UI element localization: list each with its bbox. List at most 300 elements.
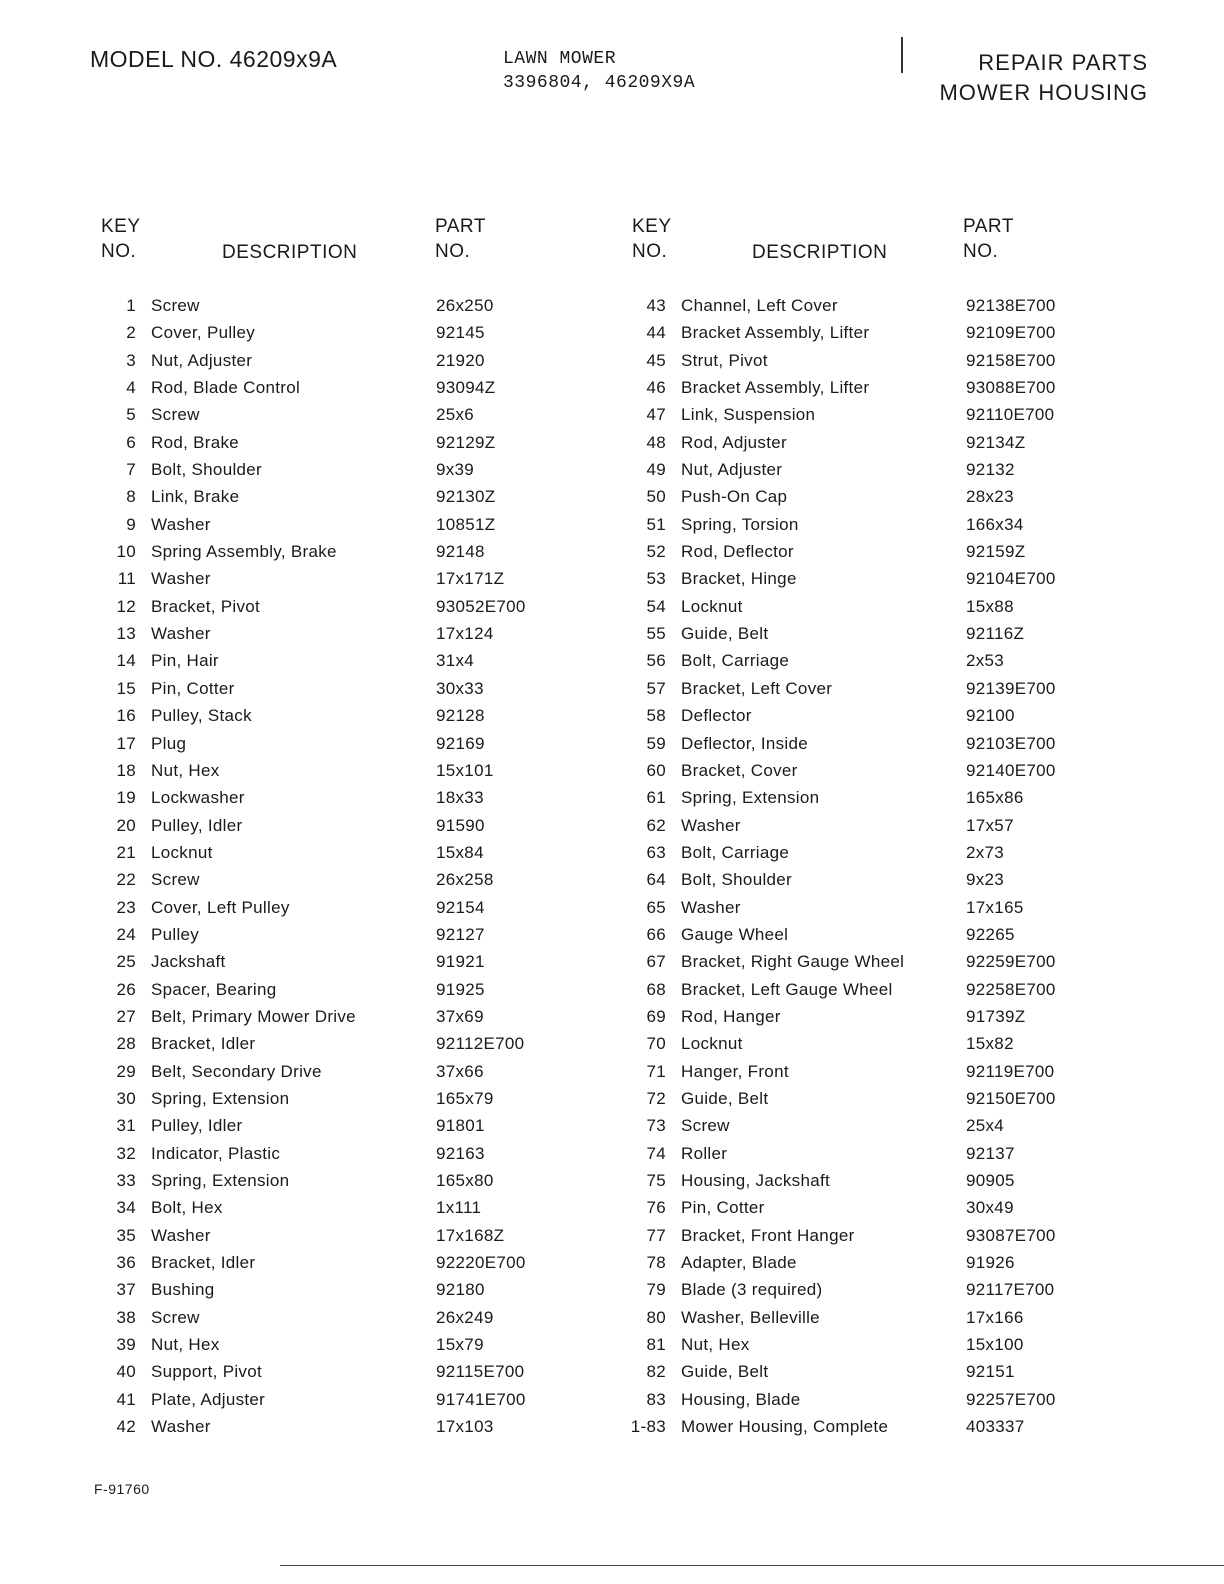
parts-row xyxy=(100,1140,630,1167)
key-number: 37 xyxy=(116,1280,136,1300)
product-codes: 3396804, 46209X9A xyxy=(503,73,696,93)
part-description: Spring, Extension xyxy=(151,1088,290,1108)
part-number: 93094Z xyxy=(436,378,496,398)
part-number: 15x100 xyxy=(966,1335,1024,1355)
part-number: 92128 xyxy=(436,706,485,726)
part-description: Bushing xyxy=(151,1280,215,1300)
part-number: 92163 xyxy=(436,1143,485,1163)
part-number: 92259E700 xyxy=(966,952,1056,972)
parts-row xyxy=(100,948,630,975)
parts-row xyxy=(630,511,1160,538)
parts-row xyxy=(630,429,1160,456)
key-number: 58 xyxy=(646,706,666,726)
part-number: 17x103 xyxy=(436,1417,494,1437)
part-description: Pin, Cotter xyxy=(151,678,235,698)
part-description: Spring Assembly, Brake xyxy=(151,542,337,562)
key-number: 64 xyxy=(646,870,666,890)
part-number: 15x88 xyxy=(966,596,1014,616)
parts-row xyxy=(100,1058,630,1085)
key-number: 20 xyxy=(116,815,136,835)
key-number: 66 xyxy=(646,924,666,944)
key-number: 13 xyxy=(116,624,136,644)
part-number: 91925 xyxy=(436,979,485,999)
model-number: MODEL NO. 46209x9A xyxy=(90,46,338,72)
parts-row xyxy=(630,456,1160,483)
part-number: 25x6 xyxy=(436,405,475,425)
part-description: Rod, Deflector xyxy=(681,542,794,562)
description-header-right: DESCRIPTION xyxy=(752,242,888,263)
parts-row xyxy=(100,483,630,510)
key-number: 9 xyxy=(126,514,136,534)
parts-row xyxy=(100,730,630,757)
part-description: Washer xyxy=(681,815,741,835)
parts-row xyxy=(100,1003,630,1030)
part-description: Bracket Assembly, Lifter xyxy=(681,378,870,398)
part-number: 91741E700 xyxy=(436,1389,526,1409)
part-description: Strut, Pivot xyxy=(681,350,768,370)
part-number: 166x34 xyxy=(966,514,1024,534)
key-number: 23 xyxy=(116,897,136,917)
part-description: Rod, Adjuster xyxy=(681,432,787,452)
key-number: 35 xyxy=(116,1225,136,1245)
key-number: 74 xyxy=(646,1143,666,1163)
parts-row xyxy=(100,401,630,428)
part-description: Nut, Adjuster xyxy=(681,460,783,480)
parts-row xyxy=(100,1386,630,1413)
key-number: 45 xyxy=(646,350,666,370)
key-number: 51 xyxy=(646,514,666,534)
key-number: 28 xyxy=(116,1034,136,1054)
part-number: 26x250 xyxy=(436,296,494,315)
part-description: Bracket, Hinge xyxy=(681,569,797,589)
part-header-line2: NO. xyxy=(435,241,471,262)
part-number: 92148 xyxy=(436,542,485,562)
part-description: Rod, Blade Control xyxy=(151,378,301,398)
part-description: Bolt, Hex xyxy=(151,1198,223,1218)
part-number: 15x84 xyxy=(436,842,484,862)
part-number: 21920 xyxy=(436,350,485,370)
part-number: 9x23 xyxy=(966,870,1005,890)
key-number: 29 xyxy=(116,1061,136,1081)
key-number: 76 xyxy=(646,1198,666,1218)
key-number: 31 xyxy=(116,1116,136,1136)
parts-row xyxy=(100,292,630,319)
part-description: Screw xyxy=(151,296,200,315)
bottom-rule xyxy=(280,1565,1224,1566)
part-description: Nut, Adjuster xyxy=(151,350,253,370)
parts-row xyxy=(630,675,1160,702)
part-description: Spring, Extension xyxy=(151,1171,290,1190)
part-number: 2x73 xyxy=(966,842,1005,862)
parts-row xyxy=(630,702,1160,729)
key-number: 5 xyxy=(126,405,136,425)
part-description: Belt, Primary Mower Drive xyxy=(151,1006,356,1026)
part-description: Washer xyxy=(151,569,211,589)
parts-row xyxy=(100,1194,630,1221)
parts-row xyxy=(630,1058,1160,1085)
part-description: Indicator, Plastic xyxy=(151,1143,281,1163)
parts-row xyxy=(100,1085,630,1112)
parts-row xyxy=(630,1386,1160,1413)
parts-row xyxy=(100,429,630,456)
key-number: 24 xyxy=(116,924,136,944)
key-number: 63 xyxy=(646,842,666,862)
parts-row xyxy=(100,565,630,592)
key-number: 40 xyxy=(116,1362,136,1382)
key-number: 81 xyxy=(646,1335,666,1355)
parts-row xyxy=(100,866,630,893)
part-number: 92180 xyxy=(436,1280,485,1300)
key-number: 33 xyxy=(116,1171,136,1190)
part-description: Gauge Wheel xyxy=(681,924,789,944)
parts-row xyxy=(100,511,630,538)
key-number: 65 xyxy=(646,897,666,917)
part-number: 91921 xyxy=(436,952,485,972)
parts-row xyxy=(100,1358,630,1385)
parts-row xyxy=(630,374,1160,401)
key-number: 1 xyxy=(126,296,136,315)
parts-row xyxy=(100,374,630,401)
part-number: 92169 xyxy=(436,733,485,753)
key-number: 60 xyxy=(646,760,666,780)
part-number: 92132 xyxy=(966,460,1015,480)
part-number: 165x79 xyxy=(436,1088,494,1108)
part-description: Push-On Cap xyxy=(681,487,788,507)
parts-row xyxy=(100,757,630,784)
part-number: 165x86 xyxy=(966,788,1024,808)
parts-row xyxy=(630,1304,1160,1331)
part-description: Bolt, Carriage xyxy=(681,842,790,862)
part-description: Mower Housing, Complete xyxy=(681,1417,889,1437)
parts-row xyxy=(100,319,630,346)
parts-row xyxy=(630,1003,1160,1030)
part-description: Pin, Hair xyxy=(151,651,219,671)
part-description: Lockwasher xyxy=(151,788,245,808)
parts-row xyxy=(630,1140,1160,1167)
parts-row xyxy=(100,1112,630,1139)
part-description: Bracket, Idler xyxy=(151,1253,256,1273)
part-number: 92158E700 xyxy=(966,350,1056,370)
parts-row xyxy=(630,1249,1160,1276)
part-number: 17x165 xyxy=(966,897,1024,917)
key-number: 17 xyxy=(116,733,136,753)
parts-row xyxy=(630,1331,1160,1358)
parts-row xyxy=(630,839,1160,866)
part-number: 1x111 xyxy=(436,1198,482,1218)
part-description: Plug xyxy=(151,733,187,753)
part-number: 17x168Z xyxy=(436,1225,505,1245)
parts-row xyxy=(100,593,630,620)
part-description: Bracket, Left Cover xyxy=(681,678,833,698)
part-description: Washer xyxy=(151,1417,211,1437)
parts-row xyxy=(630,812,1160,839)
part-description: Jackshaft xyxy=(151,952,226,972)
part-header-line1: PART xyxy=(963,216,1014,237)
key-number: 82 xyxy=(646,1362,666,1382)
part-number: 92137 xyxy=(966,1143,1015,1163)
part-description: Cover, Left Pulley xyxy=(151,897,290,917)
parts-row xyxy=(630,1112,1160,1139)
key-number: 48 xyxy=(646,432,666,452)
key-number: 34 xyxy=(116,1198,136,1218)
part-description: Blade (3 required) xyxy=(681,1280,823,1300)
parts-row xyxy=(100,1167,630,1194)
parts-row xyxy=(630,538,1160,565)
part-description: Locknut xyxy=(681,596,743,616)
part-number: 37x69 xyxy=(436,1006,484,1026)
part-description: Plate, Adjuster xyxy=(151,1389,266,1409)
product-name: LAWN MOWER xyxy=(503,49,617,69)
key-number: 26 xyxy=(116,979,136,999)
parts-row xyxy=(630,1194,1160,1221)
key-number: 59 xyxy=(646,733,666,753)
part-description: Nut, Hex xyxy=(681,1335,750,1355)
part-number: 92134Z xyxy=(966,432,1026,452)
key-number: 22 xyxy=(116,870,136,890)
part-number: 92145 xyxy=(436,323,485,343)
key-number: 50 xyxy=(646,487,666,507)
parts-list-right xyxy=(630,292,1160,1440)
key-number: 70 xyxy=(646,1034,666,1054)
section-title-line2: MOWER HOUSING xyxy=(939,80,1148,105)
parts-row xyxy=(100,1413,630,1440)
part-description: Housing, Blade xyxy=(681,1389,801,1409)
key-number: 78 xyxy=(646,1253,666,1273)
part-number: 10851Z xyxy=(436,514,496,534)
part-number: 92140E700 xyxy=(966,760,1056,780)
parts-row xyxy=(630,1276,1160,1303)
part-number: 26x249 xyxy=(436,1307,494,1327)
parts-row xyxy=(100,1249,630,1276)
parts-row xyxy=(100,1030,630,1057)
part-description: Guide, Belt xyxy=(681,1088,769,1108)
key-number: 14 xyxy=(116,651,136,671)
part-number: 30x49 xyxy=(966,1198,1014,1218)
key-number: 75 xyxy=(646,1171,666,1190)
parts-row xyxy=(630,1167,1160,1194)
part-description: Locknut xyxy=(151,842,213,862)
parts-row xyxy=(630,593,1160,620)
part-number: 92151 xyxy=(966,1362,1015,1382)
part-description: Link, Brake xyxy=(151,487,240,507)
key-number: 41 xyxy=(116,1389,136,1409)
key-number: 2 xyxy=(126,323,136,343)
part-description: Washer, Belleville xyxy=(681,1307,820,1327)
key-number: 56 xyxy=(646,651,666,671)
parts-row xyxy=(630,1413,1160,1440)
parts-row xyxy=(100,1331,630,1358)
parts-row xyxy=(100,347,630,374)
key-number: 73 xyxy=(646,1116,666,1136)
parts-row xyxy=(630,948,1160,975)
part-description: Bracket, Cover xyxy=(681,760,798,780)
parts-row xyxy=(100,976,630,1003)
part-header-line1: PART xyxy=(435,216,486,237)
section-title xyxy=(939,48,1148,108)
part-description: Pulley, Idler xyxy=(151,1116,243,1136)
key-header-line1: KEY xyxy=(101,216,141,237)
part-number: 165x80 xyxy=(436,1171,494,1190)
part-description: Washer xyxy=(151,624,211,644)
part-number: 91926 xyxy=(966,1253,1015,1273)
key-number: 10 xyxy=(116,542,136,562)
part-description: Bracket, Front Hanger xyxy=(681,1225,855,1245)
key-number: 67 xyxy=(646,952,666,972)
part-description: Bracket Assembly, Lifter xyxy=(681,323,870,343)
key-no-header-left xyxy=(101,214,141,264)
key-number: 38 xyxy=(116,1307,136,1327)
parts-row xyxy=(100,812,630,839)
part-number: 91739Z xyxy=(966,1006,1026,1026)
part-description: Adapter, Blade xyxy=(681,1253,797,1273)
parts-list-left xyxy=(100,292,630,1440)
form-number: F-91760 xyxy=(94,1481,150,1497)
part-number: 31x4 xyxy=(436,651,475,671)
key-header-line2: NO. xyxy=(632,241,668,262)
key-number: 8 xyxy=(126,487,136,507)
key-number: 62 xyxy=(646,815,666,835)
part-number: 92257E700 xyxy=(966,1389,1056,1409)
key-number: 4 xyxy=(126,378,136,398)
part-description: Guide, Belt xyxy=(681,624,769,644)
parts-row xyxy=(630,1358,1160,1385)
key-number: 57 xyxy=(646,678,666,698)
part-number: 92220E700 xyxy=(436,1253,526,1273)
key-number: 68 xyxy=(646,979,666,999)
part-number: 25x4 xyxy=(966,1116,1005,1136)
parts-row xyxy=(100,784,630,811)
parts-row xyxy=(630,401,1160,428)
key-number: 55 xyxy=(646,624,666,644)
parts-row xyxy=(100,702,630,729)
parts-row xyxy=(100,894,630,921)
part-number: 30x33 xyxy=(436,678,484,698)
part-number: 92159Z xyxy=(966,542,1026,562)
key-number: 11 xyxy=(117,569,136,589)
part-number: 92265 xyxy=(966,924,1015,944)
parts-row xyxy=(630,620,1160,647)
part-description: Channel, Left Cover xyxy=(681,296,838,315)
part-number: 93088E700 xyxy=(966,378,1056,398)
part-number: 9x39 xyxy=(436,460,475,480)
part-number: 28x23 xyxy=(966,487,1014,507)
part-description: Link, Suspension xyxy=(681,405,816,425)
part-description: Screw xyxy=(681,1116,730,1136)
part-number: 92129Z xyxy=(436,432,496,452)
part-no-header-right xyxy=(963,214,1014,264)
key-number: 6 xyxy=(126,432,136,452)
key-number: 42 xyxy=(116,1417,136,1437)
part-description: Pulley, Idler xyxy=(151,815,243,835)
part-description: Deflector xyxy=(681,706,752,726)
key-number: 52 xyxy=(646,542,666,562)
part-number: 91801 xyxy=(436,1116,485,1136)
part-number: 15x101 xyxy=(436,760,494,780)
part-description: Rod, Hanger xyxy=(681,1006,781,1026)
parts-row xyxy=(630,1085,1160,1112)
key-number: 43 xyxy=(646,296,666,315)
key-number: 46 xyxy=(646,378,666,398)
parts-row xyxy=(630,921,1160,948)
part-number: 15x79 xyxy=(436,1335,484,1355)
part-number: 93087E700 xyxy=(966,1225,1056,1245)
part-number: 92127 xyxy=(436,924,485,944)
part-description: Bracket, Right Gauge Wheel xyxy=(681,952,905,972)
parts-row xyxy=(630,784,1160,811)
part-description: Rod, Brake xyxy=(151,432,240,452)
parts-row xyxy=(630,1030,1160,1057)
key-number: 21 xyxy=(116,842,136,862)
section-title-line1: REPAIR PARTS xyxy=(978,50,1148,75)
part-number: 403337 xyxy=(966,1417,1025,1437)
key-number: 15 xyxy=(116,678,136,698)
part-number: 93052E700 xyxy=(436,596,526,616)
key-header-line1: KEY xyxy=(632,216,672,237)
part-description: Bracket, Pivot xyxy=(151,596,261,616)
key-number: 3 xyxy=(126,350,136,370)
part-description: Screw xyxy=(151,870,200,890)
key-no-header-right xyxy=(632,214,672,264)
key-number: 80 xyxy=(646,1307,666,1327)
part-number: 92130Z xyxy=(436,487,496,507)
parts-row xyxy=(100,1222,630,1249)
part-number: 26x258 xyxy=(436,870,494,890)
part-description: Deflector, Inside xyxy=(681,733,808,753)
key-number: 12 xyxy=(116,596,136,616)
part-number: 92116Z xyxy=(966,624,1025,644)
parts-row xyxy=(630,866,1160,893)
parts-row xyxy=(630,565,1160,592)
part-number: 91590 xyxy=(436,815,485,835)
part-description: Belt, Secondary Drive xyxy=(151,1061,322,1081)
part-number: 92258E700 xyxy=(966,979,1056,999)
key-number: 7 xyxy=(126,460,136,480)
part-description: Screw xyxy=(151,405,200,425)
key-number: 16 xyxy=(116,706,136,726)
parts-row xyxy=(100,647,630,674)
parts-row xyxy=(100,675,630,702)
key-number: 27 xyxy=(116,1006,136,1026)
key-number: 36 xyxy=(116,1253,136,1273)
part-description: Spacer, Bearing xyxy=(151,979,277,999)
part-number: 92110E700 xyxy=(966,405,1055,425)
part-description: Nut, Hex xyxy=(151,1335,220,1355)
key-number: 61 xyxy=(646,788,666,808)
part-description: Hanger, Front xyxy=(681,1061,789,1081)
part-description: Screw xyxy=(151,1307,200,1327)
parts-row xyxy=(100,620,630,647)
parts-row xyxy=(100,538,630,565)
parts-row xyxy=(100,921,630,948)
part-number: 92150E700 xyxy=(966,1088,1056,1108)
part-description: Nut, Hex xyxy=(151,760,220,780)
part-description: Spring, Torsion xyxy=(681,514,799,534)
part-number: 92139E700 xyxy=(966,678,1056,698)
key-number: 83 xyxy=(646,1389,666,1409)
parts-row xyxy=(100,839,630,866)
key-number: 53 xyxy=(646,569,666,589)
description-header-left: DESCRIPTION xyxy=(222,242,358,263)
part-number: 37x66 xyxy=(436,1061,484,1081)
part-description: Pulley, Stack xyxy=(151,706,252,726)
parts-row xyxy=(630,730,1160,757)
part-number: 92138E700 xyxy=(966,296,1056,315)
part-description: Bracket, Left Gauge Wheel xyxy=(681,979,893,999)
key-number: 30 xyxy=(116,1088,136,1108)
key-number: 39 xyxy=(116,1335,136,1355)
part-description: Locknut xyxy=(681,1034,743,1054)
key-number: 32 xyxy=(116,1143,136,1163)
